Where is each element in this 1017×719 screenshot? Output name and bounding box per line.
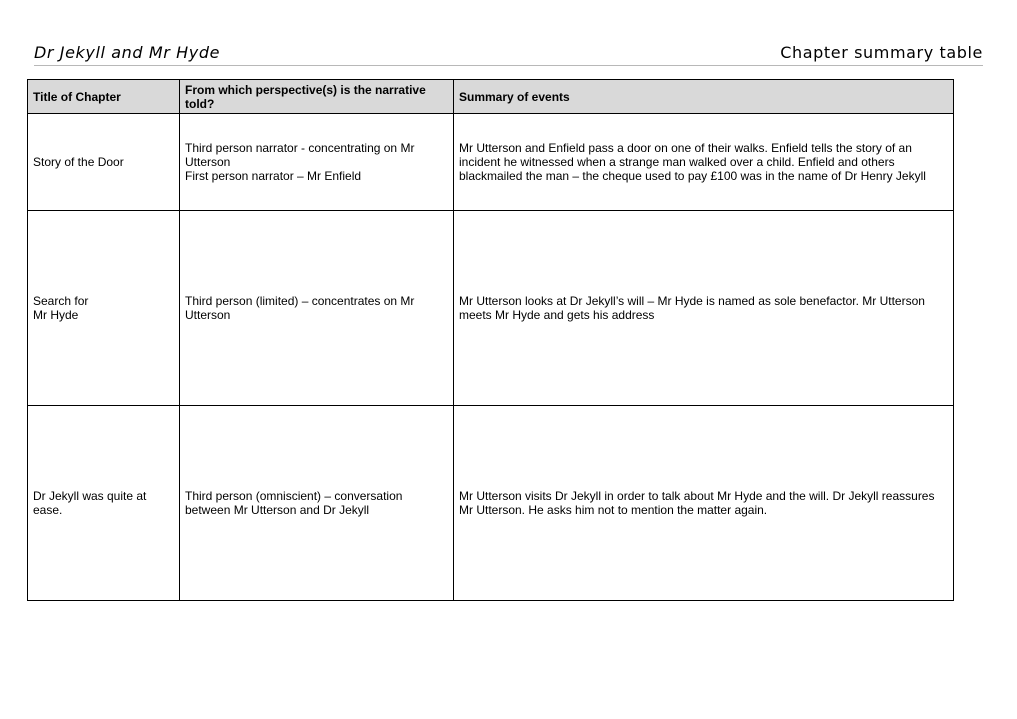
perspective-cell: Third person narrator - concentrating on Mr Utterson First person narrator – Mr Enfield [180, 114, 454, 211]
page-header [34, 43, 983, 66]
perspective-cell: Third person (limited) – concentrates on Mr Utterson [180, 211, 454, 406]
column-header-summary: Summary of events [454, 80, 954, 114]
summary-cell: Mr Utterson looks at Dr Jekyll’s will – Mr Hyde is named as sole benefactor. Mr Utterson meets Mr Hyde and gets his address [454, 211, 954, 406]
chapter-title-cell: Story of the Door [28, 114, 180, 211]
chapter-title-cell: Dr Jekyll was quite at ease. [28, 406, 180, 601]
column-header-perspective: From which perspective(s) is the narrative told? [180, 80, 454, 114]
table-row [28, 114, 954, 211]
perspective-cell: Third person (omniscient) – conversation between Mr Utterson and Dr Jekyll [180, 406, 454, 601]
table-header-row [28, 80, 954, 114]
column-header-chapter-title: Title of Chapter [28, 80, 180, 114]
summary-cell: Mr Utterson and Enfield pass a door on one of their walks. Enfield tells the story of an incident he witnessed when a strange man walked over a child. Enfield and others blackmailed the man – the cheque used to pay £100 was in the name of Dr Henry Jekyll [454, 114, 954, 211]
summary-cell: Mr Utterson visits Dr Jekyll in order to talk about Mr Hyde and the will. Dr Jekyll reassures Mr Utterson. He asks him not to mention the matter again. [454, 406, 954, 601]
table-row [28, 211, 954, 406]
table-row [28, 406, 954, 601]
chapter-title-cell: Search for Mr Hyde [28, 211, 180, 406]
chapter-summary-table [27, 79, 954, 601]
document-subtitle: Chapter summary table [780, 43, 983, 62]
document-title: Dr Jekyll and Mr Hyde [34, 43, 221, 62]
